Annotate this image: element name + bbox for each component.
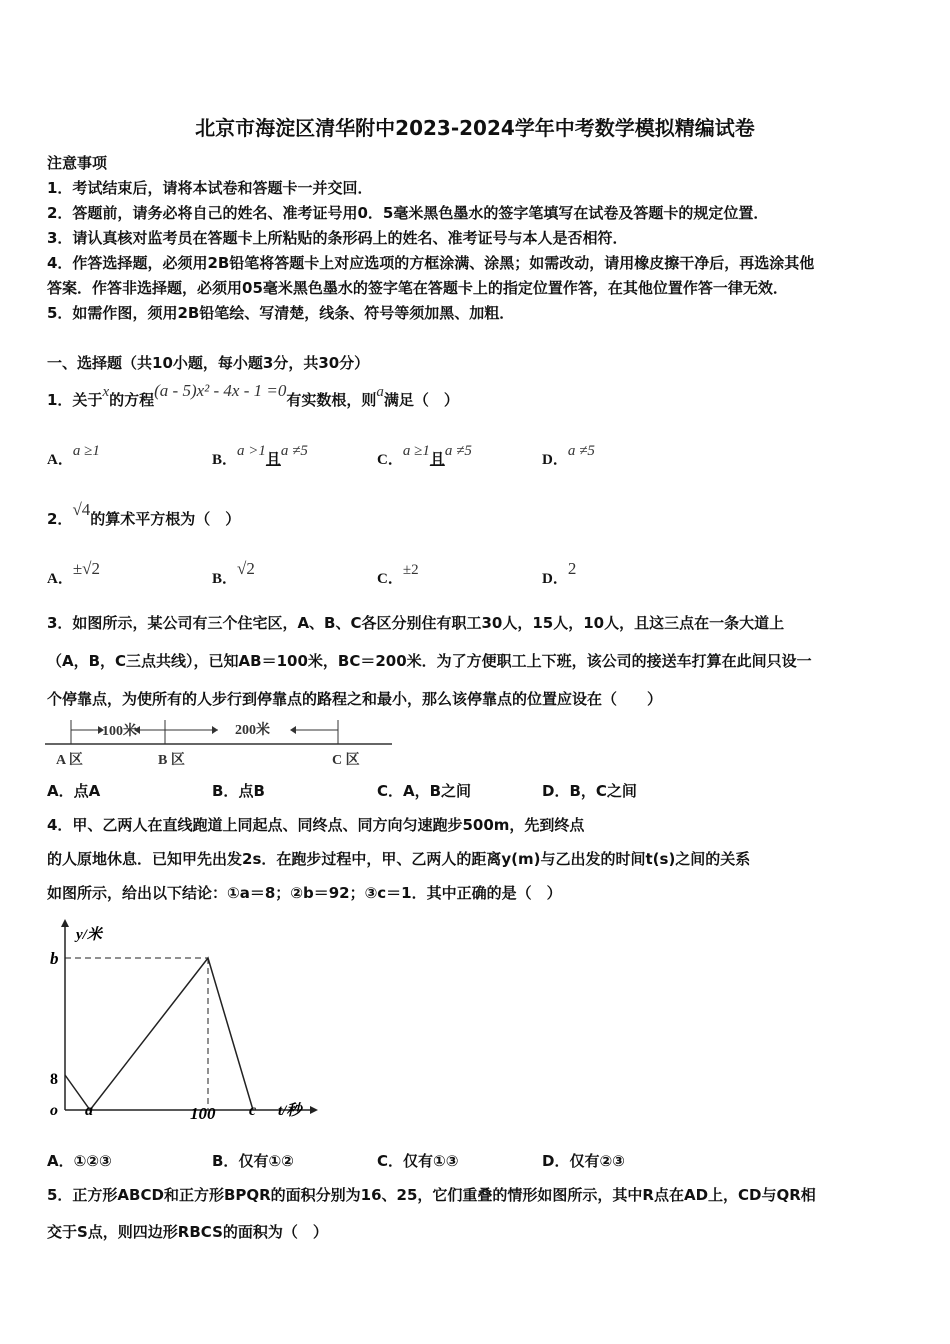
option-label: C．	[377, 782, 404, 800]
option-text: 仅有①③	[403, 1152, 459, 1170]
label-o: o	[50, 1102, 58, 1119]
question-3-line: （A，B，C三点共线），已知AB＝100米，BC＝200米．为了方便职工上下班，该公司的接送车打算在此间只设一	[47, 652, 812, 670]
option-d[interactable]	[542, 1150, 625, 1171]
math: a ≠5	[444, 443, 472, 459]
option-a[interactable]	[47, 1150, 112, 1171]
question-3-line: 个停靠点，为使所有的人步行到停靠点的路程之和最小，那么该停靠点的位置应设在（ ）	[47, 690, 663, 708]
option-b[interactable]	[212, 443, 308, 469]
option-text: A，B之间	[403, 782, 472, 800]
label-b: b	[50, 949, 59, 968]
x-axis-label: t/秒	[278, 1103, 302, 1119]
q-text: 的算术平方根为（ ）	[90, 510, 241, 528]
label-b: B 区	[158, 753, 185, 768]
q-text: 满足（ ）	[383, 391, 459, 409]
label-a: a	[85, 1102, 93, 1119]
math: a	[376, 384, 384, 400]
option-label: A．	[47, 452, 73, 468]
option-label: B．	[212, 452, 238, 468]
math: a ≠5	[567, 443, 595, 459]
question-4-line: 的人原地休息．已知甲先出发2s．在跑步过程中，甲、乙两人的距离y(m)与乙出发的时间t(s)之间的关系	[47, 850, 751, 868]
math: 2	[567, 559, 577, 578]
option-text: 仅有②③	[569, 1152, 625, 1170]
option-text: B，C之间	[569, 782, 637, 800]
option-text: 点B	[238, 782, 265, 800]
option-label: B．	[212, 1152, 239, 1170]
equation: (a - 5)x² - 4x - 1 =0	[154, 381, 287, 400]
option-text: ①②③	[73, 1152, 112, 1170]
notes-heading: 注意事项	[47, 154, 108, 172]
distance-time-graph	[40, 915, 330, 1125]
label-c: c	[249, 1102, 257, 1119]
question-5-line: 交于S点，则四边形RBCS的面积为（ ）	[47, 1223, 328, 1241]
option-a[interactable]	[47, 443, 100, 469]
math: a >1	[237, 443, 266, 459]
option-c[interactable]	[377, 1150, 458, 1171]
label-8: 8	[50, 1071, 58, 1088]
question-4-line: 4．甲、乙两人在直线跑道上同起点、同终点、同方向匀速跑步500m，先到终点	[47, 816, 585, 834]
math: √2	[237, 559, 255, 578]
math: ±2	[402, 562, 419, 578]
y-axis-label: y/米	[76, 927, 102, 943]
option-label: D．	[542, 452, 568, 468]
option-label: C．	[377, 1152, 404, 1170]
option-label: A．	[47, 571, 73, 587]
option-c[interactable]	[377, 780, 471, 801]
bc-distance: 200米	[235, 723, 270, 738]
option-label: D．	[542, 571, 568, 587]
option-label: A．	[47, 1152, 74, 1170]
option-label: B．	[212, 782, 239, 800]
option-label: D．	[542, 782, 570, 800]
note: 3．请认真核对监考员在答题卡上所粘贴的条形码上的姓名、准考证号与本人是否相符．	[47, 229, 628, 247]
option-text: 仅有①②	[238, 1152, 294, 1170]
section-heading: 一、选择题（共10小题，每小题3分，共30分）	[47, 354, 370, 372]
question-4-line: 如图所示，给出以下结论：①a＝8；②b＝92；③c＝1．其中正确的是（ ）	[47, 884, 562, 902]
note: 2．答题前，请务必将自己的姓名、准考证号用0．5毫米黑色墨水的签字笔填写在试卷及答题卡的规定位置．	[47, 204, 769, 222]
option-d[interactable]	[542, 780, 637, 801]
option-label: D．	[542, 1152, 570, 1170]
ab-distance: 100米	[102, 724, 137, 739]
label-c: C 区	[332, 753, 360, 768]
question-5-line: 5．正方形ABCD和正方形BPQR的面积分别为16、25，它们重叠的情形如图所示，其中R点在AD上，CD与QR相	[47, 1186, 816, 1204]
conj: 且	[265, 450, 281, 468]
option-c[interactable]	[377, 562, 419, 588]
note: 4．作答选择题，必须用2B铅笔将答题卡上对应选项的方框涂满、涂黑；如需改动，请用橡皮擦干净后，再选涂其他	[47, 254, 815, 272]
note: 1．考试结束后，请将本试卷和答题卡一并交回．	[47, 179, 373, 197]
math: a ≥1	[402, 443, 430, 459]
option-b[interactable]	[212, 1150, 294, 1171]
option-label: C．	[377, 571, 403, 587]
math: a ≥1	[72, 443, 100, 459]
option-label: C．	[377, 452, 403, 468]
note: 5．如需作图，须用2B铅笔绘、写清楚，线条、符号等须加黑、加粗．	[47, 304, 515, 322]
option-b[interactable]	[212, 780, 265, 801]
math: ±√2	[72, 559, 101, 578]
question-1	[47, 381, 459, 410]
option-d[interactable]	[542, 443, 595, 469]
q-text: 的方程	[109, 391, 155, 409]
math: a ≠5	[280, 443, 308, 459]
q-text: 2．	[47, 510, 73, 528]
conj: 且	[429, 450, 445, 468]
label-a: A 区	[56, 753, 83, 768]
option-a[interactable]	[47, 559, 101, 588]
page-title: 北京市海淀区清华附中2023-2024学年中考数学模拟精编试卷	[195, 116, 755, 140]
math: x	[102, 384, 110, 400]
q-text: 1．关于	[47, 391, 103, 409]
option-a[interactable]	[47, 780, 100, 801]
note: 答案．作答非选择题，必须用05毫米黑色墨水的签字笔在答题卡上的指定位置作答，在其他位置作答一律无效．	[47, 279, 788, 297]
road-diagram	[40, 712, 400, 772]
option-label: B．	[212, 571, 238, 587]
option-c[interactable]	[377, 443, 472, 469]
math: √4	[72, 500, 91, 519]
option-text: 点A	[73, 782, 101, 800]
option-label: A．	[47, 782, 74, 800]
option-b[interactable]	[212, 559, 255, 588]
option-d[interactable]	[542, 559, 577, 588]
label-100: 100	[190, 1104, 216, 1123]
question-3-line: 3．如图所示，某公司有三个住宅区，A、B、C各区分别住有职工30人，15人，10人，且这三点在一条大道上	[47, 614, 785, 632]
q-text: 有实数根，则	[286, 391, 377, 409]
question-2	[47, 500, 241, 529]
